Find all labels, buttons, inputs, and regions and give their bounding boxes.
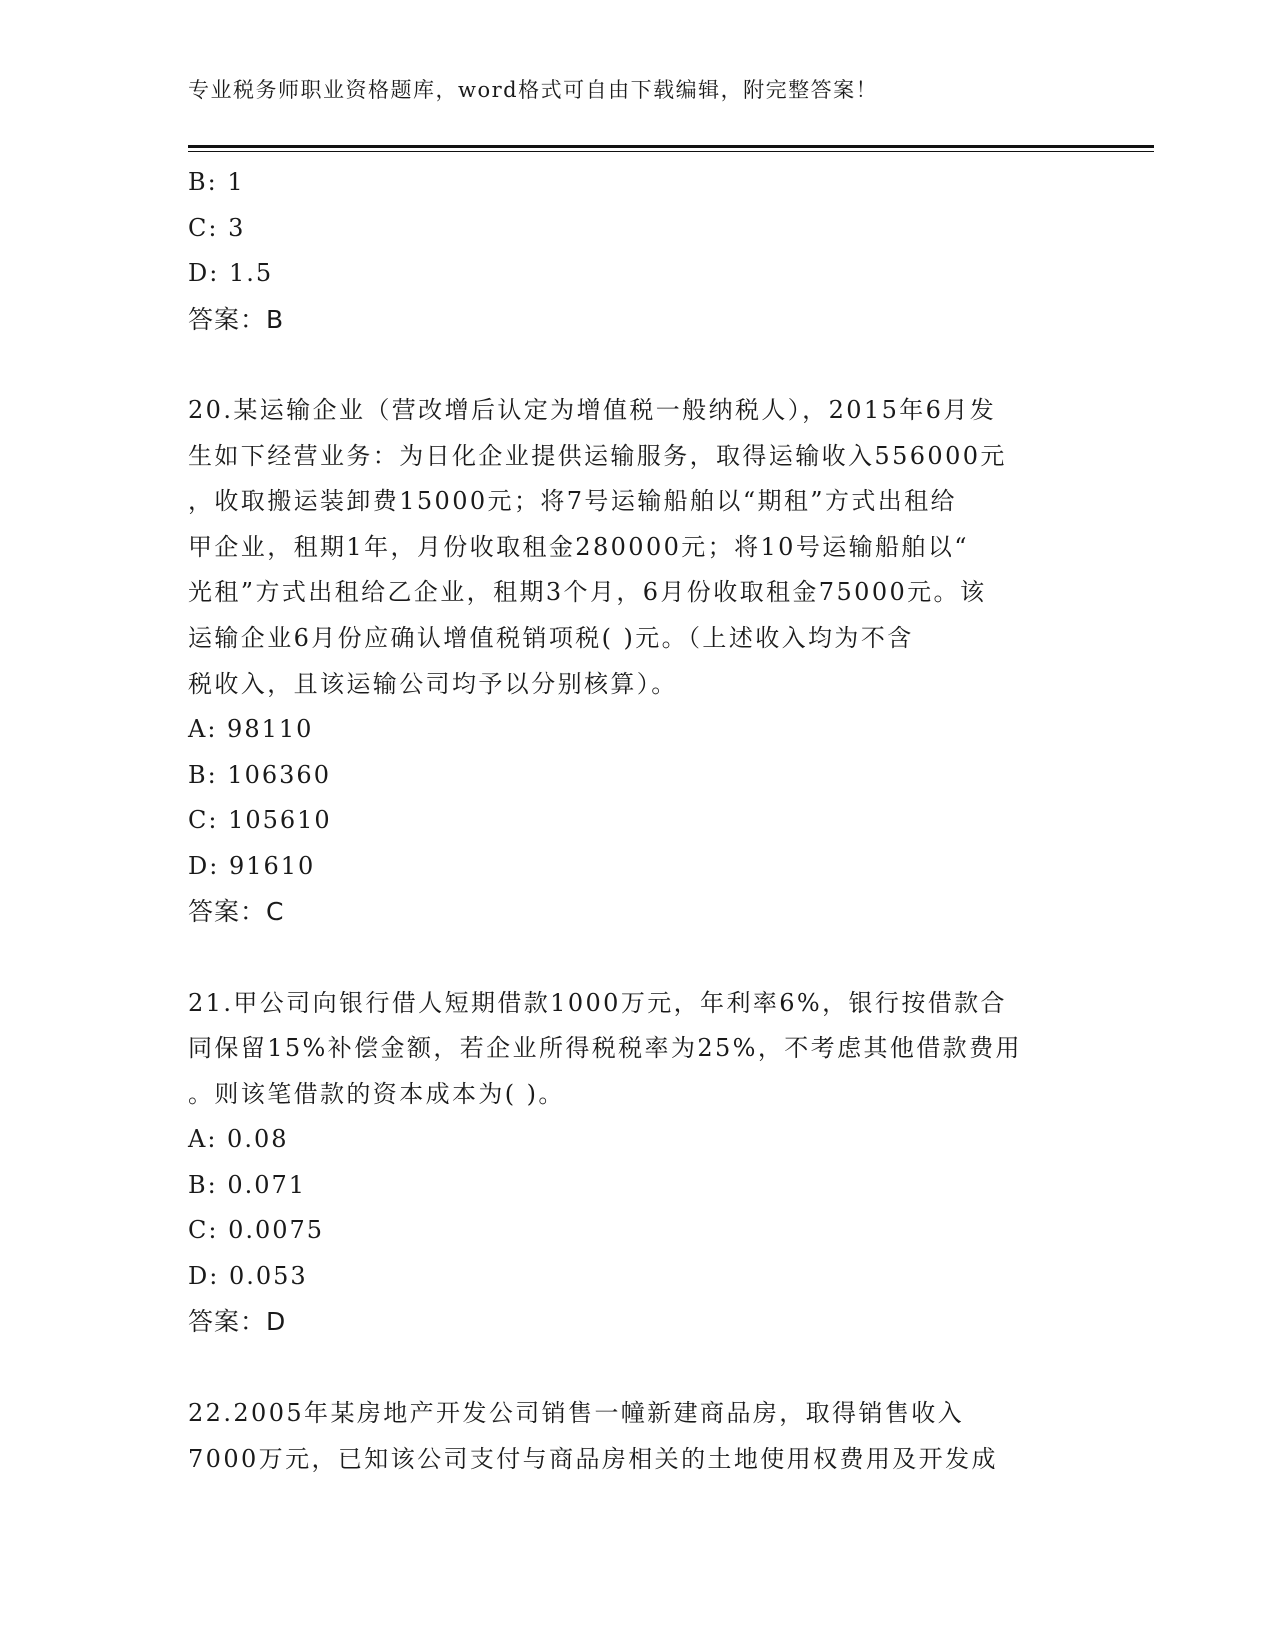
question-text-line: 21.甲公司向银行借人短期借款1000万元，年利率6%，银行按借款合 xyxy=(188,988,1007,1017)
page-header: 专业税务师职业资格题库，word格式可自由下载编辑，附完整答案！ xyxy=(188,78,879,102)
answer: 答案：B xyxy=(188,304,285,334)
question-text-line: 。则该笔借款的资本成本为( )。 xyxy=(188,1079,565,1108)
question-text-line: 22.2005年某房地产开发公司销售一幢新建商品房，取得销售收入 xyxy=(188,1398,965,1427)
answer: 答案：C xyxy=(188,897,285,927)
option-b: B: 1 xyxy=(188,168,245,196)
option-a: A: 0.08 xyxy=(188,1125,289,1154)
document-body xyxy=(188,160,1088,1482)
question-text-line: 甲企业，租期1年，月份收取租金280000元；将10号运输船舶以“ xyxy=(188,532,969,561)
answer: 答案：D xyxy=(188,1307,287,1337)
question-text-line: 同保留15%补偿金额，若企业所得税税率为25%，不考虑其他借款费用 xyxy=(188,1034,1022,1063)
header-rule-thick xyxy=(188,145,1154,148)
option-b: B: 106360 xyxy=(188,760,331,789)
option-d: D: 0.053 xyxy=(188,1261,308,1290)
question-text-line: 生如下经营业务：为日化企业提供运输服务，取得运输收入556000元 xyxy=(188,441,1007,470)
question-20 xyxy=(188,388,1088,935)
option-c: C: 3 xyxy=(188,213,246,242)
question-19-tail xyxy=(188,160,1088,342)
question-text-line: 7000万元，已知该公司支付与商品房相关的土地使用权费用及开发成 xyxy=(188,1444,998,1473)
header-rule-thin xyxy=(188,151,1154,152)
option-d: D: 1.5 xyxy=(188,259,274,287)
question-22 xyxy=(188,1391,1088,1482)
option-b: B: 0.071 xyxy=(188,1170,307,1199)
option-d: D: 91610 xyxy=(188,851,316,880)
question-text-line: 光租”方式出租给乙企业，租期3个月，6月份收取租金75000元。该 xyxy=(188,578,987,607)
question-text-line: 20.某运输企业（营改增后认定为增值税一般纳税人），2015年6月发 xyxy=(188,396,997,424)
question-21 xyxy=(188,981,1088,1345)
question-text-line: ，收取搬运装卸费15000元；将7号运输船舶以“期租”方式出租给 xyxy=(188,487,957,516)
option-c: C: 105610 xyxy=(188,806,332,835)
option-a: A: 98110 xyxy=(188,715,314,744)
question-text-line: 税收入，且该运输公司均予以分别核算）。 xyxy=(188,669,678,698)
question-text-line: 运输企业6月份应确认增值税销项税( )元。（上述收入均为不含 xyxy=(188,623,914,652)
option-c: C: 0.0075 xyxy=(188,1216,325,1245)
